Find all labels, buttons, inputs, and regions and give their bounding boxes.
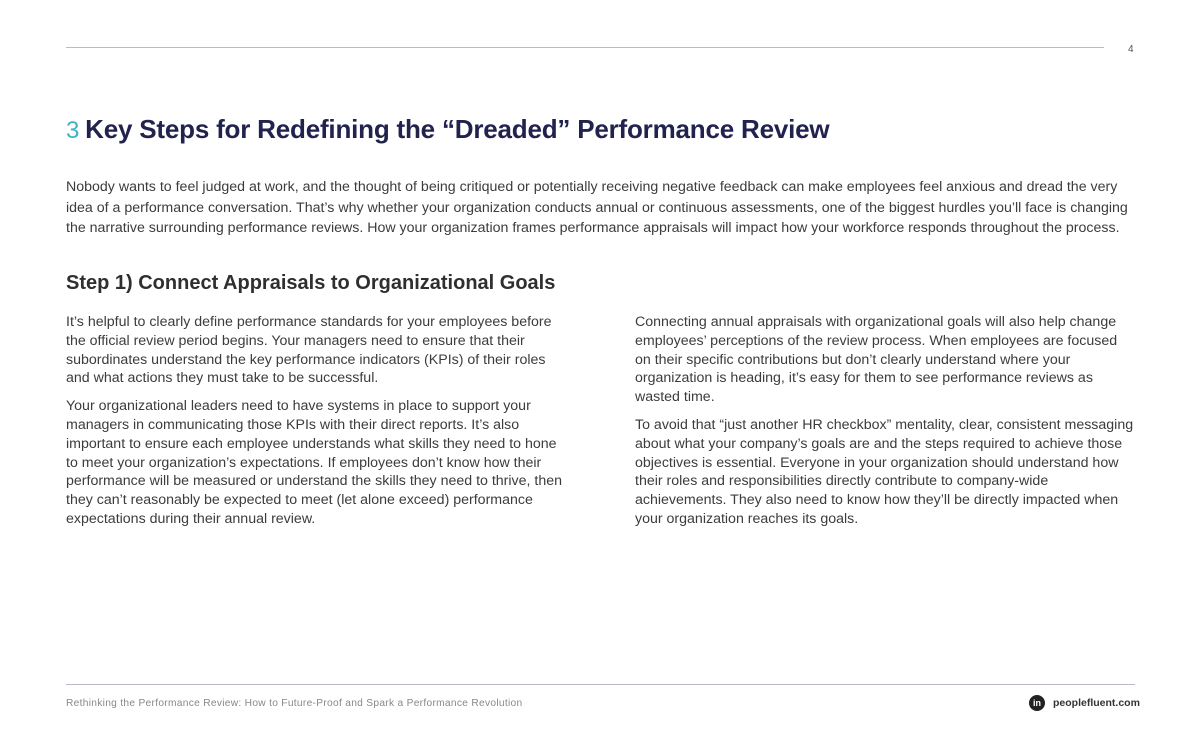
right-column bbox=[635, 313, 1135, 538]
left-paragraph-1: It’s helpful to clearly define performance standards for your employees before the official review period begins. Your managers need to ensure that their subordinates understand the key performance indicators (KPIs) of their roles and what actions they must take to be successful. bbox=[66, 314, 552, 387]
footer-document-title: Rethinking the Performance Review: How to Future-Proof and Spark a Performance Revolution bbox=[66, 698, 523, 709]
right-paragraph-2: To avoid that “just another HR checkbox” mentality, clear, consistent messaging about what your company’s goals are and the steps required to achieve those objectives is essential. Everyone in your organization should understand how their roles and responsibilities directly contribute to company-wide achievements. They also need to know how they’ll be directly impacted when your organization reaches its goals. bbox=[635, 416, 1134, 527]
right-paragraph-1: Connecting annual appraisals with organizational goals will also help change employees’ perceptions of the review process. When employees are focused on their specific contributions but don’t clearly understand where your organization is heading, it’s easy for them to see performance reviews as wasted time. bbox=[635, 314, 1118, 406]
title-number: 3 bbox=[66, 117, 80, 144]
title-text: Key Steps for Redefining the “Dreaded” Performance Review bbox=[85, 114, 830, 144]
footer-brand[interactable] bbox=[1029, 695, 1140, 711]
intro-paragraph: Nobody wants to feel judged at work, and the thought of being critiqued or potentially receiving negative feedback can make employees feel anxious and dread the very idea of a performance conversation. That’s why whether your organization conducts annual or continuous assessments, one of the biggest hurdles you’ll face is changing the narrative surrounding performance reviews. How your organization frames performance appraisals will impact how your workforce responds throughout the process. bbox=[66, 179, 1128, 237]
left-column bbox=[66, 313, 566, 538]
header-divider bbox=[66, 47, 1104, 48]
step-heading: Step 1) Connect Appraisals to Organizational Goals bbox=[66, 272, 556, 294]
footer-divider bbox=[66, 684, 1135, 685]
left-paragraph-2: Your organizational leaders need to have systems in place to support your managers in communicating those KPIs with their direct reports. It’s also important to ensure each employee understands what skills they need to hone to meet your organization’s expectations. If employees don’t know how their performance will be measured or understand the skills they need to thrive, then they can’t reasonably be expected to meet (let alone exceed) performance expectations during their annual review. bbox=[66, 398, 563, 527]
linkedin-icon[interactable]: in bbox=[1029, 695, 1045, 711]
brand-link[interactable]: peoplefluent.com bbox=[1053, 697, 1140, 709]
page-title bbox=[66, 114, 829, 145]
page-number: 4 bbox=[1128, 44, 1134, 55]
